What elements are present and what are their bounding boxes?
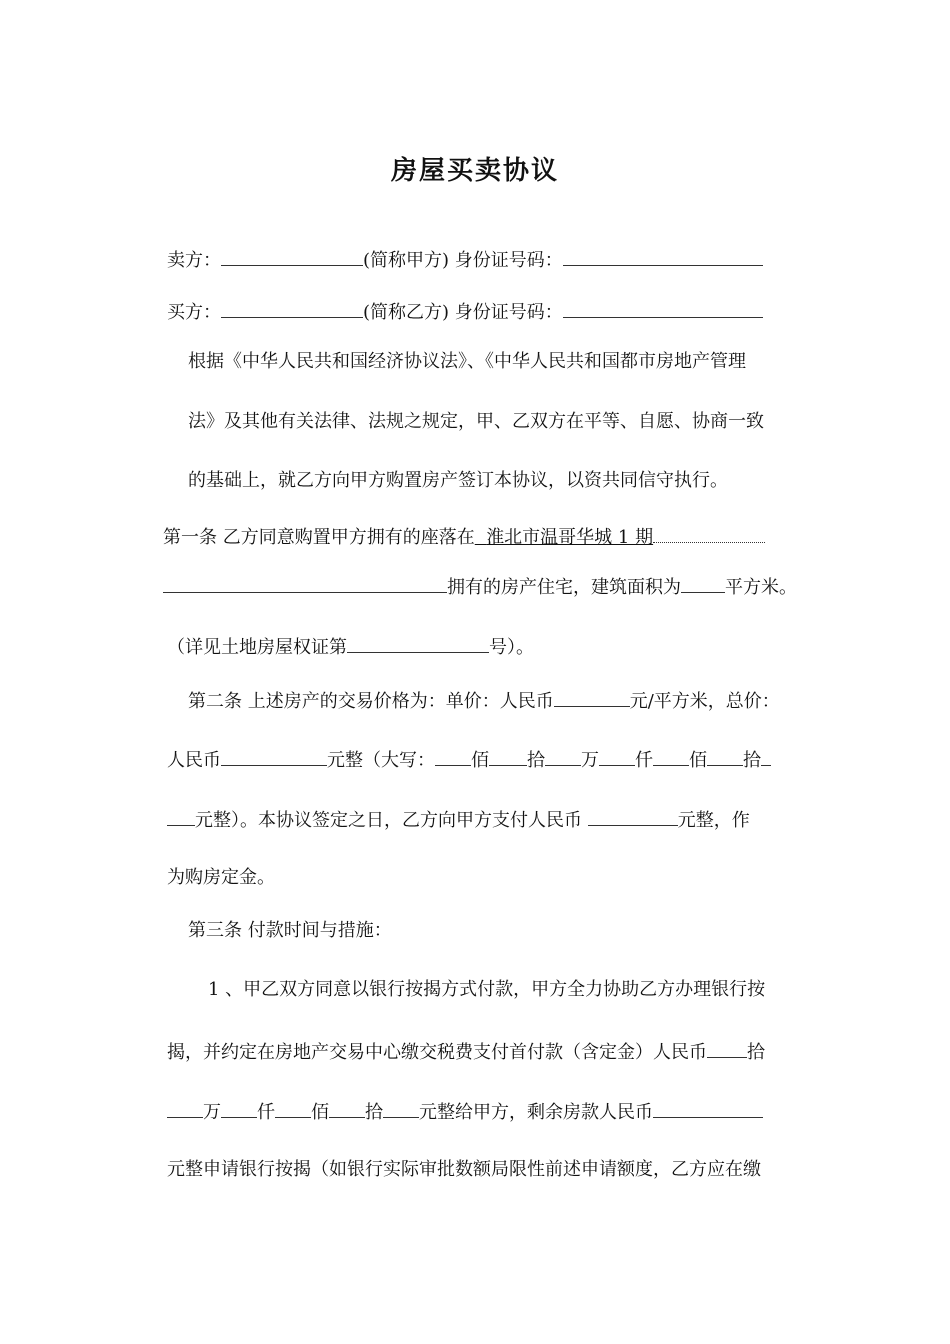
- shi2-label: 拾: [743, 750, 761, 771]
- dp-shi-blank[interactable]: [707, 1037, 747, 1058]
- wan-label: 万: [581, 750, 599, 771]
- buyer-id-label: 身份证号码：: [454, 302, 563, 323]
- article2-end: 元整）。本协议签定之日，乙方向甲方支付人民币: [195, 810, 582, 831]
- location-value: 淮北市温哥华城 1 期: [486, 527, 654, 548]
- dp-shi2-blank[interactable]: [329, 1097, 365, 1118]
- article3-p1-line-2: [167, 1037, 765, 1066]
- dp-wan-blank[interactable]: [167, 1097, 203, 1118]
- buyer-line: [167, 297, 763, 326]
- article2-prefix: 第二条 上述房产的交易价格为：单价：人民币: [188, 691, 554, 712]
- bai2-blank[interactable]: [653, 745, 689, 766]
- unit-price-suffix: 元/平方米，总价：: [629, 691, 780, 712]
- preamble-line-1: 根据《中华人民共和国经济协议法》、《中华人民共和国都市房地产管理: [188, 351, 746, 372]
- buyer-alias: (简称乙方): [363, 302, 450, 323]
- shi-label: 拾: [527, 750, 545, 771]
- bai-label: 佰: [471, 750, 489, 771]
- article1-line-2: [163, 572, 797, 601]
- seller-id-label: 身份证号码：: [454, 250, 563, 271]
- buyer-label: 买方：: [167, 302, 221, 323]
- cert-number-blank[interactable]: [347, 632, 489, 653]
- dp-bai-blank[interactable]: [275, 1097, 311, 1118]
- to-seller-text: 元整给甲方，剩余房款人民币: [419, 1102, 653, 1123]
- buyer-id-blank[interactable]: [563, 297, 763, 318]
- total-price-blank[interactable]: [221, 745, 327, 766]
- qian-label: 仟: [635, 750, 653, 771]
- article1-line-1: [163, 522, 765, 551]
- preamble-line-3: 的基础上，就乙方向甲方购置房产签订本协议，以资共同信守执行。: [188, 470, 728, 491]
- dp-qian-label: 仟: [257, 1102, 275, 1123]
- shi-blank[interactable]: [489, 745, 527, 766]
- article2-line-1: [188, 686, 780, 715]
- article2-line-4: 为购房定金。: [167, 867, 275, 888]
- article2-line-2: [167, 745, 771, 774]
- bai-blank[interactable]: [435, 745, 471, 766]
- article1-location: [475, 527, 653, 548]
- dp-yuan-blank[interactable]: [383, 1097, 419, 1118]
- article3-p1-line-3: [167, 1097, 763, 1126]
- dp-qian-blank[interactable]: [221, 1097, 257, 1118]
- remaining-blank[interactable]: [653, 1097, 763, 1118]
- article3-p1-line-1: 1 、甲乙双方同意以银行按揭方式付款，甲方全力协助乙方办理银行按: [208, 979, 766, 1000]
- seller-line: [167, 245, 763, 274]
- seller-id-blank[interactable]: [563, 245, 763, 266]
- article3-heading: 第三条 付款时间与措施：: [188, 920, 392, 941]
- article1-prefix: 第一条 乙方同意购置甲方拥有的座落在: [163, 527, 475, 548]
- article1-text2: 拥有的房产住宅，建筑面积为: [447, 577, 681, 598]
- unit-price-blank[interactable]: [554, 686, 630, 707]
- dp-shi-label: 拾: [747, 1042, 765, 1063]
- area-unit: 平方米。: [725, 577, 797, 598]
- trail-blank[interactable]: [761, 745, 771, 766]
- article3-p1-line-4: 元整申请银行按揭（如银行实际审批数额局限性前述申请额度，乙方应在缴: [167, 1159, 761, 1180]
- yuan-blank[interactable]: [167, 805, 195, 826]
- article2-line-3: [167, 805, 750, 834]
- location-cont-blank[interactable]: [163, 572, 447, 593]
- document-title: 房屋买卖协议: [390, 156, 559, 186]
- dp-wan-label: 万: [203, 1102, 221, 1123]
- dp-shi2-label: 拾: [365, 1102, 383, 1123]
- seller-alias: (简称甲方): [363, 250, 450, 271]
- dp-bai-label: 佰: [311, 1102, 329, 1123]
- wan-blank[interactable]: [545, 745, 581, 766]
- total-suffix: 元整（大写：: [327, 750, 435, 771]
- buyer-name-blank[interactable]: [221, 297, 363, 318]
- cert-suffix: 号）。: [489, 637, 534, 658]
- deposit-blank[interactable]: [588, 805, 678, 826]
- area-blank[interactable]: [681, 572, 725, 593]
- cert-prefix: （详见土地房屋权证第: [167, 637, 347, 658]
- shi2-blank[interactable]: [707, 745, 743, 766]
- article2-end2: 元整，作: [677, 810, 750, 831]
- seller-name-blank[interactable]: [221, 245, 363, 266]
- article1-line-3: [167, 632, 534, 661]
- seller-label: 卖方：: [167, 250, 221, 271]
- preamble-line-2: 法》及其他有关法律、法规之规定，甲、乙双方在平等、自愿、协商一致: [188, 411, 764, 432]
- down-payment-text: 揭，并约定在房地产交易中心缴交税费支付首付款（含定金）人民币: [167, 1042, 707, 1063]
- bai2-label: 佰: [689, 750, 707, 771]
- location-dotted-blank[interactable]: [653, 522, 765, 543]
- rmb-label: 人民币: [167, 750, 221, 771]
- qian-blank[interactable]: [599, 745, 635, 766]
